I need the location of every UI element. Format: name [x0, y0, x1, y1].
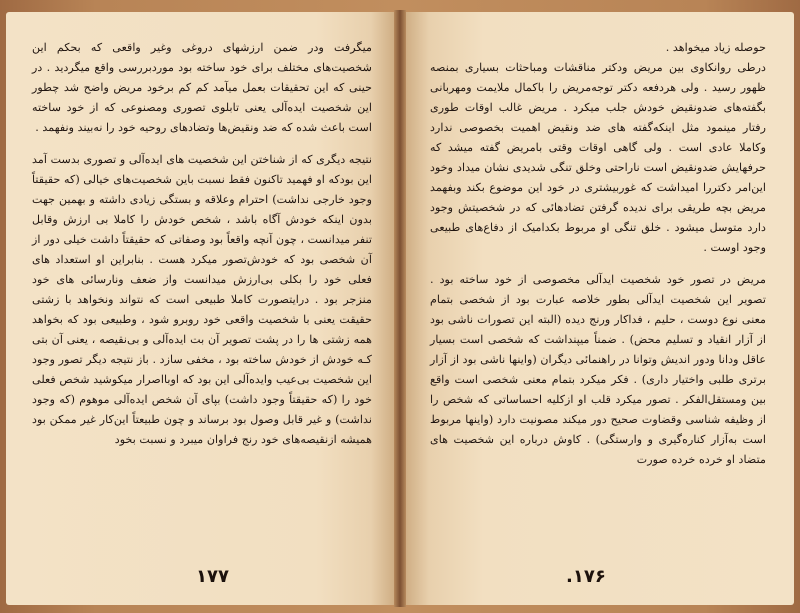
right-paragraph-1: حوصله زیاد میخواهد .	[665, 41, 766, 54]
right-page-text	[430, 38, 766, 470]
left-page-number: ۱۷۷	[196, 566, 229, 587]
left-page	[6, 12, 394, 605]
left-paragraph-1: میگرفت ودر ضمن ارزشهای دروغی وغیر واقعی که بحکم این شخصیت‌های مختلف برای خود ساخته بود موردبررسی واقع میگردید . در حینی که این تحقیقات بعمل میآمد کم کم برخود مریض واضح شد چطور این شخصیت ایده‌آلی یعنی تابلوی تصوری ومصنوعی که از خود ساخته است باعث شده که ضد ونقیض‌ها وتضادهای روحیه خود را نه‌بیند ونفهمد .	[32, 41, 372, 134]
book-gutter	[394, 10, 406, 607]
right-paragraph-2: درطی روانکاوی بین مریض ودکتر مناقشات ومباحثات بسیاری بمنصه ظهور رسید . ولی هردفعه دکتر توجه‌مریض را باکمال ملایمت ومهربانی بگفته‌های ضدونقیض خودش جلب میکرد . مریض غالب اوقات طوری رفتار مینمود مثل اینکه‌گفته های ضد ونقیض اهمیت بخصوصی ندارد وکاملا عادی است . ولی گاهی اوقات وقتی بامریض گفته میشد که حرفهایش ضدونقیض است ناراحتی وخلق تنگی شدیدی نشان میداد وخود این‌امر دکتررا امیداشت که غوربیشتری در خود این موضوع بکند وبفهمد مریض بچه طریقی برای ندیده گرفتن تضادهائی که در شخصیتش وجود دارد متوسل میشود . خلق تنگی او مربوط بکدامیک از دفاع‌های طبیعی وجود اوست .	[430, 61, 766, 254]
right-page-number: ۱۷۶.	[566, 566, 606, 587]
left-paragraph-2: نتیجه دیگری که از شناختن این شخصیت های ایده‌آلی و تصوری بدست آمد این بودکه او فهمید تاکنون فقط نسبت باین شخصیت‌های خیالی (که حقیقتاً وجود خارجی نداشت) احترام وعلاقه و بستگی زیادی داشته و بهمین جهت بدون اینکه خودش آگاه باشد ، شخص خودش را کاملا بی ارزش وقابل تنفر میدانست ، چون آنچه واقعاً بود وصفاتی که حقیقتاً داشت خیلی دور از آن شخصی بود که خودش‌تصور میکرد هست . بنابراین او استعداد های فعلی خود را بکلی بی‌ارزش میدانست واز ضعف ونارسائی های خود منزجر بود . درایتصورت کاملا طبیعی است که نتواند ونخواهد با زشتی حقیقت یعنی با شخصیت واقعی خود روبرو شود ، وطبیعی بود که بخواهد همه زشتی ها را در پشت تصویر آن بت ایده‌آلی و بی‌نقیصه ، یعنی آن بتی کـه خودش از خودش ساخته بود ، مخفی سازد . باز نتیجه دیگر تصور وجود این شخصیت بی‌عیب وایده‌آلی این بود که اوبااصرار میکوشید شخص فعلی خود را (که حقیقتاً وجود داشت) بپای آن شخص ایده‌آلی موهوم (که وجود نداشت) و غیر قابل وصول بود برساند و چون طبیعتاً این‌کار غیر ممکن بود همیشه ازنقیصه‌های خود رنج فراوان میبرد و نسبت بخود	[32, 153, 372, 446]
right-paragraph-3: مریض در تصور خود شخصیت ایدآلی مخصوصی از خود ساخته بود . تصویر این شخصیت ایدآلی بطور خلاصه عبارت بود از شخصی بتمام معنی نوع دوست ، حلیم ، فداکار ورنج دیده (البته این تصورات ناشی بود از آزار انقیاد و تسلیم محض) . ضمناً میپنداشت که شخصی است بسیار عاقل ودانا ودور اندیش وتوانا در راهنمائی دیگران (واینها ناشی بود از آزار برتری طلبی واختیار داری) . فکر میکرد بتمام معنی شخصی است واقع بین ومستقل‌الفکر . تصور میکرد قلب او ازکلیه احساساتی که شخص را از وظیفه شناسی وقضاوت صحیح دور میکند مصونیت دارد (واینها مربوط است به‌آزار کناره‌گیری و وارستگی) . کاوش درباره این شخصیت های متضاد او خرده خرده صورت	[430, 273, 766, 466]
left-page-text	[32, 38, 372, 450]
right-page	[406, 12, 794, 605]
